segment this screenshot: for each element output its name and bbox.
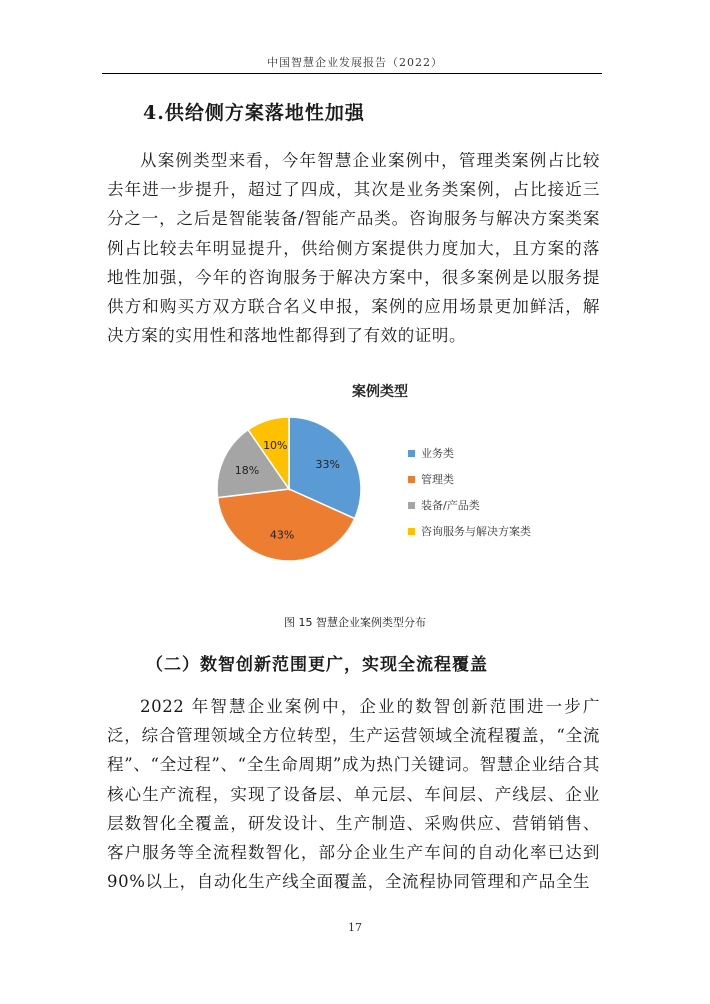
slice-data-label: 10% [263, 439, 288, 453]
slice-data-label: 18% [234, 464, 260, 478]
paragraph-text: 从案例类型来看，今年智慧企业案例中，管理类案例占比较去年进一步提升，超过了四成，其次是业务类案例，占比接近三分之一，之后是智能装备/智能产品类。咨询服务与解决方案类案例占比较去年明显提升，供给侧方案提供力度加大，且方案的落地性加强，今年的咨询服务于解决方案中，很多案例是以服务提供方和购买方双方联合名义申报，案例的应用场景更加鲜活，解决方案的实用性和落地性都得到了有效的证明。 [107, 151, 600, 346]
page-number: 17 [348, 921, 362, 934]
legend-item [408, 440, 531, 466]
legend-item [408, 466, 531, 492]
chart-title: 案例类型 [352, 384, 408, 400]
section-paragraph [107, 146, 600, 350]
pie-chart [200, 378, 560, 593]
paragraph-text: 2022 年智慧企业案例中，企业的数智创新范围进一步广泛，综合管理领域全方位转型，生产运营领域全流程覆盖，“全流程”、“全过程”、“全生命周期”成为热门关键词。智慧企业结合其核心生产流程，实现了设备层、单元层、车间层、产线层、企业层数智化全覆盖，研发设计、生产制造、采购供应、营销销售、客户服务等全流程数智化，部分企业生产车间的自动化率已达到90%以上，自动化生产线全面覆盖，全流程协同管理和产品全生 [107, 697, 600, 892]
chart-legend [408, 440, 531, 544]
legend-label: 装备/产品类 [421, 499, 480, 512]
legend-label: 业务类 [421, 447, 454, 460]
running-header: 中国智慧企业发展报告（2022） [267, 56, 443, 69]
legend-swatch [408, 450, 415, 457]
subsection-paragraph [107, 692, 600, 896]
legend-label: 咨询服务与解决方案类 [421, 525, 531, 538]
legend-swatch [408, 502, 415, 509]
legend-item [408, 518, 531, 544]
legend-label: 管理类 [421, 473, 454, 486]
figure-caption: 图 15 智慧企业案例类型分布 [284, 616, 426, 629]
legend-item [408, 492, 531, 518]
legend-swatch [408, 476, 415, 483]
subsection-heading: （二）数智创新范围更广，实现全流程覆盖 [146, 655, 488, 675]
slice-data-label: 33% [315, 457, 340, 471]
legend-swatch [408, 528, 415, 535]
section-heading: 4.供给侧方案落地性加强 [143, 102, 365, 124]
slice-data-label: 43% [269, 528, 295, 542]
header-rule [102, 73, 602, 74]
